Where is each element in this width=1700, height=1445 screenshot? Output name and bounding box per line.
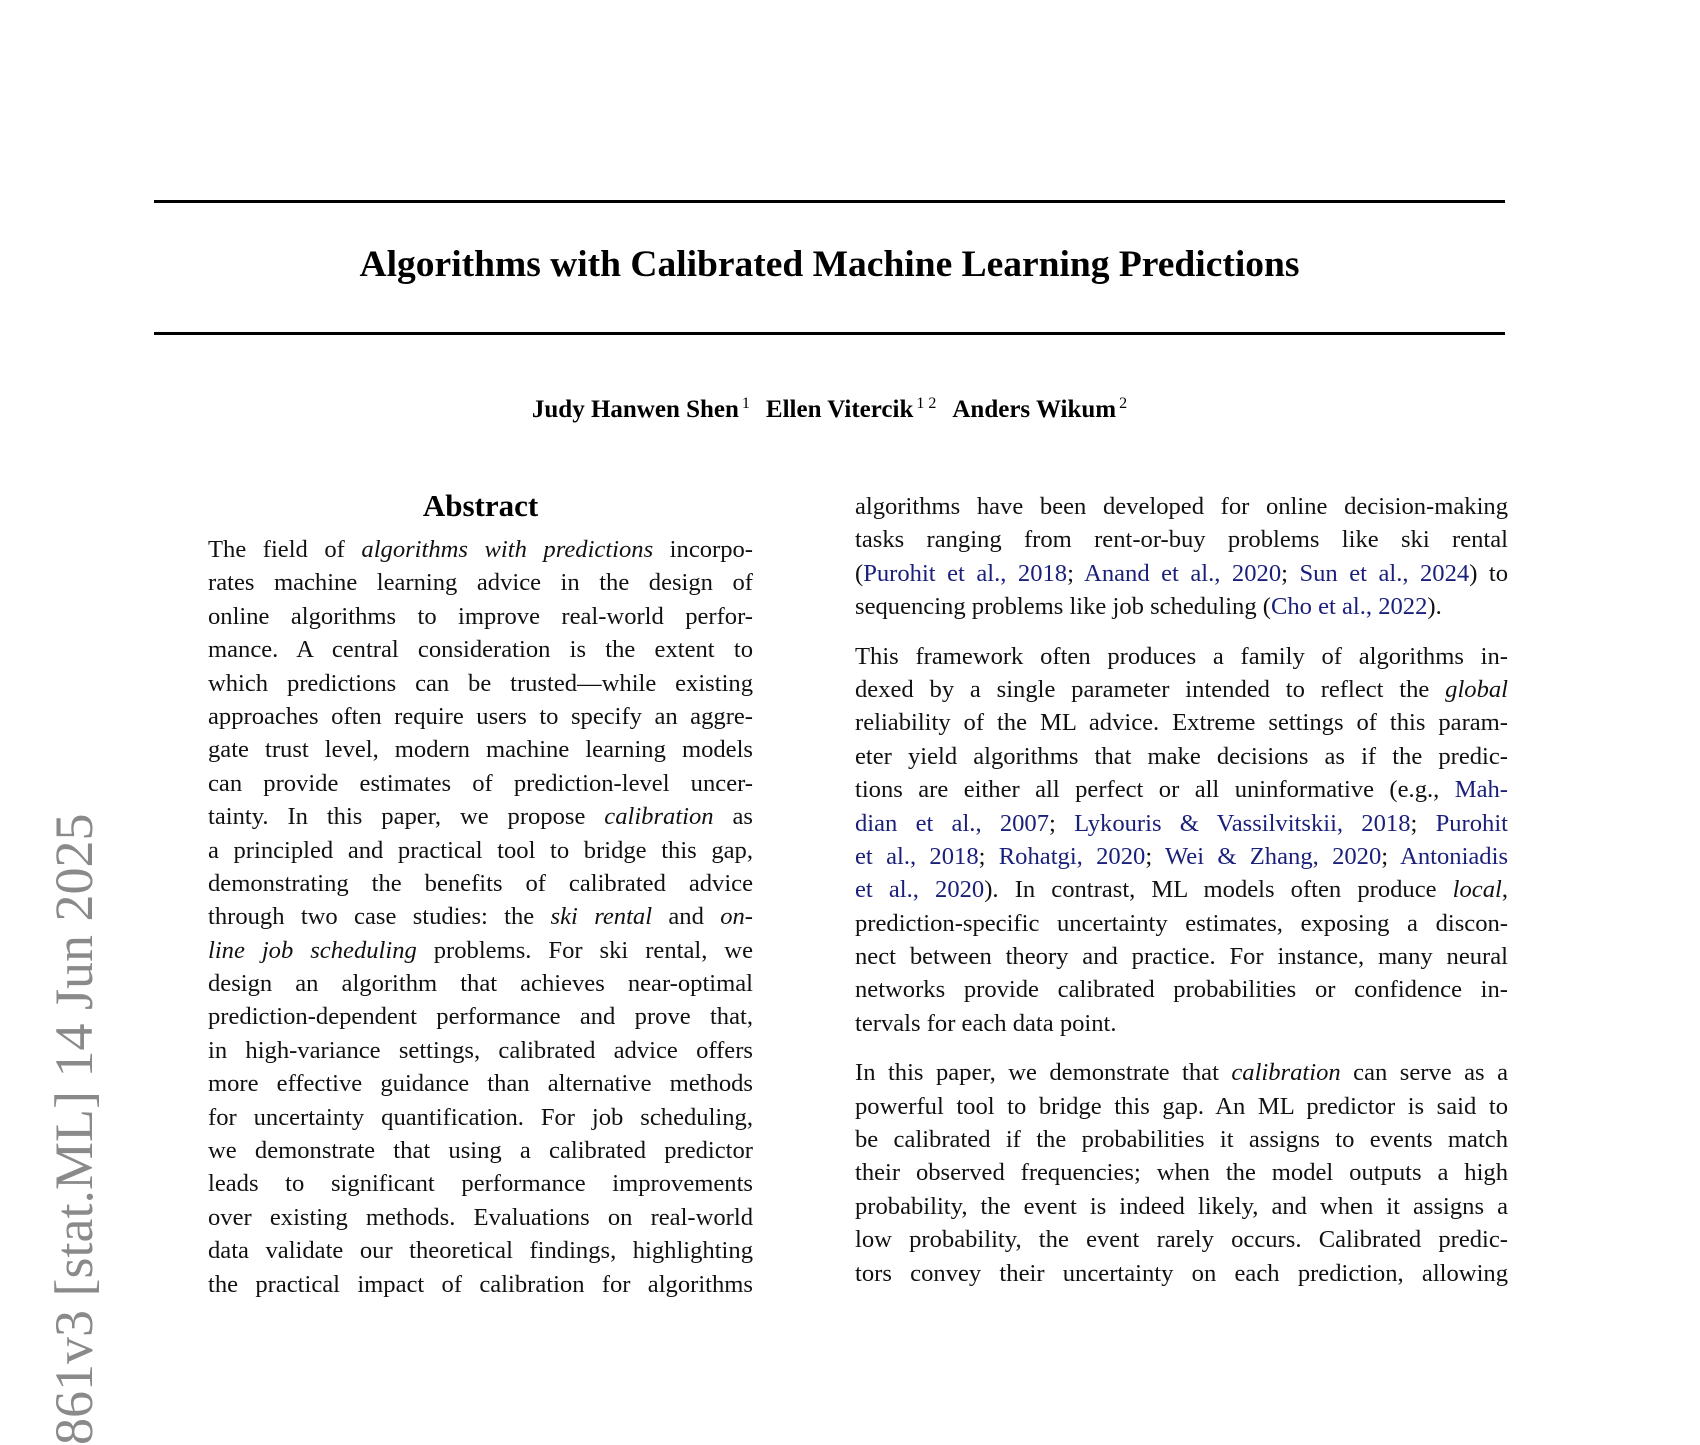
text-run: networks provide calibrated probabilities or confidence in- bbox=[855, 976, 1508, 1004]
paragraph bbox=[855, 490, 1508, 624]
text-run: ). In contrast, ML models often produce bbox=[984, 876, 1453, 904]
text-run: prediction-specific uncertainty estimates, exposing a discon- bbox=[855, 909, 1508, 937]
text-run: sequencing problems like job scheduling ( bbox=[855, 593, 1271, 621]
text-run: ; bbox=[1410, 809, 1436, 837]
text-run: ; bbox=[978, 842, 999, 870]
text-run: for uncertainty quantification. For job scheduling, bbox=[208, 1103, 753, 1131]
citation-link[interactable]: Wei & Zhang, 2020 bbox=[1165, 842, 1382, 870]
author-name-text: Ellen Vitercik bbox=[765, 396, 914, 423]
citation-link[interactable]: Antoniadis bbox=[1400, 842, 1509, 870]
text-line bbox=[208, 1234, 753, 1267]
text-run: ; bbox=[1049, 809, 1075, 837]
text-line bbox=[855, 1056, 1508, 1089]
text-run: eter yield algorithms that make decisions as if the predic- bbox=[855, 742, 1508, 770]
text-line bbox=[855, 640, 1508, 673]
text-run: tions are either all perfect or all uninformative (e.g., bbox=[855, 776, 1455, 804]
text-run: ) to bbox=[1469, 559, 1509, 587]
text-line bbox=[208, 900, 753, 933]
citation-link[interactable]: Rohatgi, 2020 bbox=[998, 842, 1146, 870]
text-line bbox=[855, 490, 1508, 523]
text-run: probability, the event is indeed likely, and when it assigns a bbox=[855, 1192, 1508, 1220]
citation-link[interactable]: et al., 2020 bbox=[855, 876, 985, 904]
citation-link[interactable]: dian et al., 2007 bbox=[855, 809, 1050, 837]
text-run: tors convey their uncertainty on each prediction, allowing bbox=[855, 1259, 1508, 1287]
text-line bbox=[855, 773, 1508, 806]
author-name bbox=[952, 394, 1127, 426]
text-line bbox=[208, 1167, 753, 1200]
emphasis-text: global bbox=[1445, 675, 1508, 703]
text-line bbox=[208, 566, 753, 599]
text-run: low probability, the event rarely occurs. Calibrated predic- bbox=[855, 1226, 1508, 1254]
text-line bbox=[208, 633, 753, 666]
text-run: the practical impact of calibration for algorithms bbox=[208, 1270, 753, 1298]
text-run: data validate our theoretical findings, highlighting bbox=[208, 1237, 753, 1265]
author-affiliation-marker: 1 bbox=[741, 395, 750, 412]
text-run: tainty. In this paper, we propose bbox=[208, 803, 605, 831]
text-run: online algorithms to improve real-world perfor- bbox=[208, 602, 753, 630]
citation-link[interactable]: et al., 2018 bbox=[855, 842, 979, 870]
text-line bbox=[855, 1223, 1508, 1256]
author-name bbox=[766, 394, 936, 426]
text-line bbox=[855, 1007, 1508, 1040]
text-line bbox=[855, 907, 1508, 940]
text-line bbox=[208, 767, 753, 800]
text-run: their observed frequencies; when the model outputs a high bbox=[855, 1159, 1508, 1187]
text-line bbox=[208, 600, 753, 633]
text-run: ( bbox=[855, 559, 864, 587]
text-line bbox=[855, 1190, 1508, 1223]
emphasis-text: local bbox=[1452, 876, 1502, 904]
text-run: design an algorithm that achieves near-optimal bbox=[208, 970, 753, 998]
text-run: ; bbox=[1145, 842, 1166, 870]
text-line bbox=[208, 800, 753, 833]
text-run: a principled and practical tool to bridge this gap, bbox=[208, 836, 753, 864]
text-run: algorithms have been developed for online decision-making bbox=[855, 493, 1508, 520]
text-line bbox=[208, 700, 753, 733]
text-run: demonstrating the benefits of calibrated advice bbox=[208, 869, 753, 897]
text-line bbox=[208, 1000, 753, 1033]
paragraph-gap bbox=[855, 624, 1508, 640]
text-line bbox=[208, 1067, 753, 1100]
text-line bbox=[208, 1268, 753, 1301]
text-line bbox=[855, 873, 1508, 906]
emphasis-text: on- bbox=[720, 903, 753, 931]
text-line bbox=[208, 834, 753, 867]
text-run: ). bbox=[1427, 593, 1442, 621]
citation-link[interactable]: Mah- bbox=[1454, 776, 1508, 804]
text-run: over existing methods. Evaluations on real-world bbox=[208, 1203, 753, 1231]
text-line bbox=[855, 1156, 1508, 1189]
text-line bbox=[208, 733, 753, 766]
text-line bbox=[855, 1090, 1508, 1123]
text-run: can serve as a bbox=[1340, 1059, 1508, 1087]
paragraph bbox=[855, 640, 1508, 1041]
citation-link[interactable]: Lykouris & Vassilvitskii, 2018 bbox=[1074, 809, 1411, 837]
text-run: , bbox=[1501, 876, 1508, 904]
text-run: can provide estimates of prediction-level uncer- bbox=[208, 769, 753, 797]
text-run: tasks ranging from rent-or-buy problems like ski rental bbox=[855, 526, 1508, 554]
text-run: nect between theory and practice. For instance, many neural bbox=[855, 943, 1508, 971]
text-run: powerful tool to bridge this gap. An ML predictor is said to bbox=[855, 1092, 1508, 1120]
text-line bbox=[855, 840, 1508, 873]
text-line bbox=[855, 807, 1508, 840]
text-run: ; bbox=[1381, 842, 1401, 870]
text-line bbox=[208, 667, 753, 700]
text-run: and bbox=[652, 903, 721, 931]
text-line bbox=[855, 706, 1508, 739]
text-run: rates machine learning advice in the design of bbox=[208, 569, 753, 597]
emphasis-text: ski rental bbox=[550, 903, 653, 931]
text-line bbox=[855, 940, 1508, 973]
emphasis-text: algorithms with predictions bbox=[361, 536, 654, 563]
text-run: more effective guidance than alternative methods bbox=[208, 1070, 753, 1098]
text-line bbox=[208, 533, 753, 566]
text-line bbox=[855, 557, 1508, 590]
paper-title: Algorithms with Calibrated Machine Learning Predictions bbox=[359, 244, 1300, 285]
text-run: leads to significant performance improvements bbox=[208, 1170, 753, 1198]
text-line bbox=[855, 1123, 1508, 1156]
text-run: through two case studies: the bbox=[208, 903, 551, 931]
citation-link[interactable]: Anand et al., 2020 bbox=[1084, 559, 1282, 587]
text-run: problems. For ski rental, we bbox=[416, 936, 753, 964]
text-line bbox=[855, 1257, 1508, 1290]
text-run: as bbox=[713, 803, 753, 831]
title-rule-bottom bbox=[154, 332, 1505, 335]
text-line bbox=[208, 867, 753, 900]
text-line bbox=[855, 523, 1508, 556]
citation-link[interactable]: Purohit et al., 2018 bbox=[863, 559, 1068, 587]
text-run: reliability of the ML advice. Extreme settings of this param- bbox=[855, 709, 1508, 737]
author-list bbox=[154, 394, 1505, 426]
author-name bbox=[532, 394, 750, 426]
text-run: incorpo- bbox=[653, 536, 754, 563]
introduction-column bbox=[855, 490, 1508, 1290]
text-line bbox=[208, 1201, 753, 1234]
text-run: ; bbox=[1281, 559, 1300, 587]
abstract-heading: Abstract bbox=[422, 488, 539, 523]
paragraph-gap bbox=[855, 1040, 1508, 1056]
text-run: dexed by a single parameter intended to reflect the bbox=[855, 675, 1446, 703]
text-line bbox=[855, 590, 1508, 623]
text-run: ; bbox=[1067, 559, 1085, 587]
author-affiliation-marker: 2 bbox=[1119, 395, 1128, 412]
text-run: approaches often require users to specify an aggre- bbox=[208, 702, 753, 730]
text-line bbox=[855, 740, 1508, 773]
text-run: which predictions can be trusted—while existing bbox=[208, 669, 753, 697]
text-line bbox=[208, 1034, 753, 1067]
text-line bbox=[855, 673, 1508, 706]
text-line bbox=[208, 1101, 753, 1134]
citation-link[interactable]: Purohit bbox=[1435, 809, 1508, 837]
text-line bbox=[208, 1134, 753, 1167]
text-run: be calibrated if the probabilities it assigns to events match bbox=[855, 1126, 1508, 1154]
text-run: This framework often produces a family of algorithms in- bbox=[855, 642, 1508, 670]
text-run: tervals for each data point. bbox=[855, 1009, 1117, 1037]
author-name-text: Anders Wikum bbox=[952, 396, 1117, 423]
text-run: gate trust level, modern machine learning models bbox=[208, 736, 753, 764]
text-line bbox=[208, 967, 753, 1000]
citation-link[interactable]: Sun et al., 2024 bbox=[1299, 559, 1470, 587]
text-run: The field of bbox=[208, 536, 362, 563]
arxiv-identifier: 861v3 [stat.ML] 14 Jun 2025 bbox=[44, 813, 104, 1445]
text-line bbox=[855, 973, 1508, 1006]
author-name-text: Judy Hanwen Shen bbox=[531, 396, 739, 423]
arxiv-watermark bbox=[44, 644, 104, 1445]
title-rule-top bbox=[154, 200, 1505, 203]
text-run: mance. A central consideration is the extent to bbox=[208, 636, 753, 664]
text-run: In this paper, we demonstrate that bbox=[855, 1059, 1232, 1087]
text-run: prediction-dependent performance and prove that, bbox=[208, 1003, 753, 1031]
emphasis-text: line job scheduling bbox=[208, 936, 417, 964]
emphasis-text: calibration bbox=[604, 803, 714, 831]
emphasis-text: calibration bbox=[1231, 1059, 1341, 1087]
paragraph bbox=[855, 1056, 1508, 1290]
text-line bbox=[208, 934, 753, 967]
text-run: in high-variance settings, calibrated advice offers bbox=[208, 1036, 753, 1064]
text-run: we demonstrate that using a calibrated predictor bbox=[208, 1137, 753, 1165]
abstract-body bbox=[208, 533, 753, 1301]
citation-link[interactable]: Cho et al., 2022 bbox=[1270, 593, 1428, 621]
author-affiliation-marker: 1 2 bbox=[916, 395, 937, 412]
